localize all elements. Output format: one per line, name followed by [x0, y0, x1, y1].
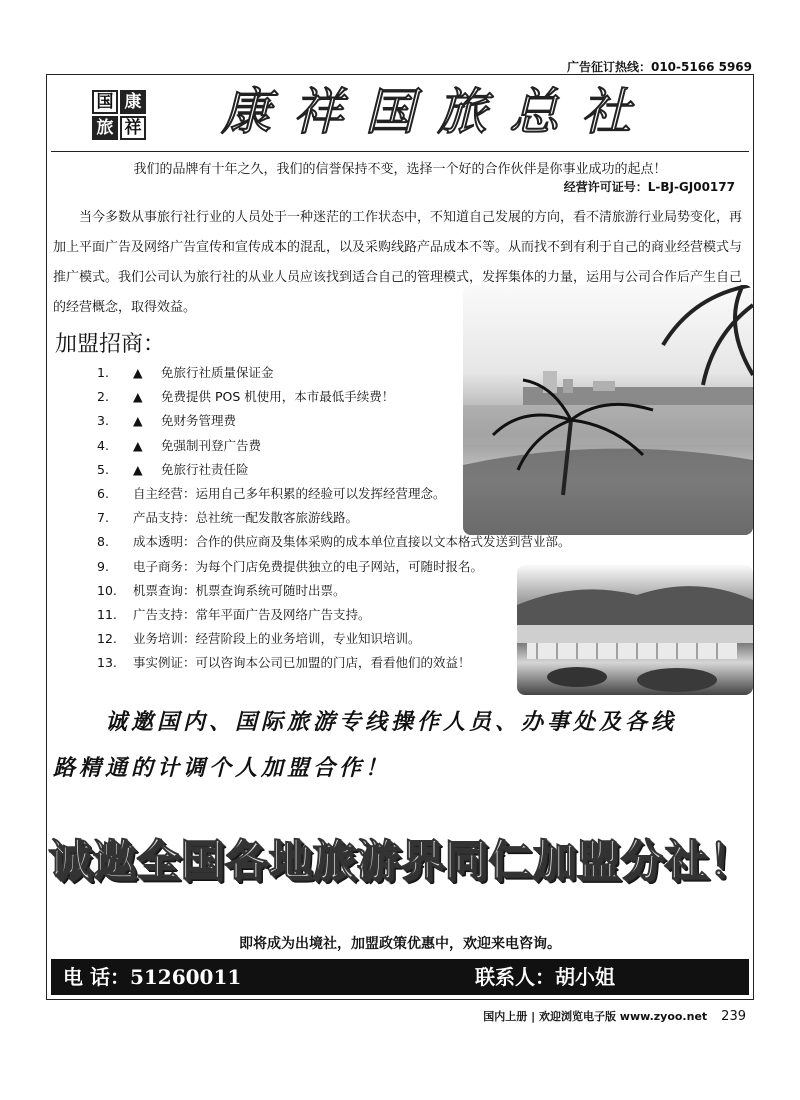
item-number: 6.	[97, 485, 109, 501]
logo-char: 祥	[120, 116, 146, 140]
logo-char: 康	[120, 90, 146, 114]
item-text: 免旅行社责任险	[161, 461, 249, 477]
item-text: 免旅行社质量保证金	[161, 365, 274, 380]
contact-bar	[51, 959, 749, 995]
footer-text: 国内上册 | 欢迎浏览电子版 www.zyoo.net	[483, 1010, 708, 1023]
logo-char: 旅	[92, 116, 118, 140]
franchise-heading: 加盟招商：	[55, 332, 166, 357]
item-number: 13.	[97, 655, 117, 671]
list-item	[97, 361, 557, 385]
item-text: 业务培训：经营阶段上的业务培训，专业知识培训。	[133, 631, 421, 647]
triangle-bullet-icon: ▲	[133, 461, 143, 477]
item-number: 5.	[97, 461, 109, 477]
list-item	[97, 482, 557, 506]
license-number: 经营许可证号：L-BJ-GJ00177	[563, 180, 735, 194]
triangle-bullet-icon: ▲	[133, 365, 143, 380]
item-text: 电子商务：为每个门店免费提供独立的电子网站，可随时报名。	[133, 558, 484, 574]
divider	[51, 151, 749, 152]
list-item	[97, 458, 557, 482]
item-text: 免费提供 POS 机使用，本市最低手续费！	[161, 389, 395, 405]
ad-hotline: 广告征订热线：010-5166 5969	[566, 60, 752, 74]
item-text: 免强制刊登广告费	[161, 437, 262, 453]
policy-notice: 即将成为出境社，加盟政策优惠中，欢迎来电咨询。	[239, 936, 561, 952]
item-text: 成本透明：合作的供应商及集体采购的成本单位直接以文本格式发送到营业部。	[133, 534, 571, 550]
logo-char: 国	[92, 90, 118, 114]
brand-title: 康祥国旅总社	[221, 83, 653, 141]
item-number: 12.	[97, 631, 117, 647]
list-item	[97, 434, 557, 458]
list-item	[97, 651, 557, 675]
item-number: 2.	[97, 389, 109, 405]
item-text: 自主经营：运用自己多年积累的经验可以发挥经营理念。	[133, 485, 446, 501]
item-number: 11.	[97, 606, 117, 622]
invitation-line-2: 路精通的计调个人加盟合作！	[53, 755, 392, 781]
triangle-bullet-icon: ▲	[133, 413, 143, 429]
triangle-bullet-icon: ▲	[133, 389, 143, 405]
item-number: 1.	[97, 365, 109, 380]
item-text: 机票查询：机票查询系统可随时出票。	[133, 582, 346, 598]
triangle-bullet-icon: ▲	[133, 437, 143, 453]
slogan: 我们的品牌有十年之久，我们的信誉保持不变，选择一个好的合作伙伴是你事业成功的起点！	[133, 162, 667, 177]
page-footer	[483, 1008, 746, 1024]
item-number: 8.	[97, 534, 109, 550]
list-item	[97, 555, 557, 579]
list-item	[97, 603, 557, 627]
list-item	[97, 385, 557, 409]
list-item	[97, 530, 571, 554]
page-number: 239	[721, 1009, 746, 1024]
item-text: 事实例证：可以咨询本公司已加盟的门店，看看他们的效益！	[133, 655, 471, 671]
item-number: 4.	[97, 437, 109, 453]
item-number: 10.	[97, 582, 117, 598]
ad-frame	[46, 74, 754, 1000]
item-number: 9.	[97, 558, 109, 574]
contact-phone: 电 话：51260011	[63, 965, 242, 989]
contact-person: 联系人：胡小姐	[475, 965, 615, 989]
item-number: 7.	[97, 510, 109, 526]
item-text: 广告支持：常年平面广告及网络广告支持。	[133, 606, 371, 622]
headline-3d: 诚邀全国各地旅游界同仁加盟分社！	[48, 836, 752, 886]
item-text: 产品支持：总社统一配发散客旅游线路。	[133, 510, 359, 526]
list-item	[97, 409, 557, 433]
list-item	[97, 579, 557, 603]
company-logo	[91, 89, 147, 141]
list-item	[97, 506, 557, 530]
invitation-line-1: 诚邀国内、国际旅游专线操作人员、办事处及各线	[105, 709, 678, 735]
list-item	[97, 627, 557, 651]
intro-paragraph: 当今多数从事旅行社行业的人员处于一种迷茫的工作状态中，不知道自己发展的方向，看不清旅游行业局势变化，再加上平面广告及网络广告宣传和宣传成本的混乱，以及采购线路产品成本不等。从而找不到有利于自己的商业经营模式与推广模式。我们公司认为旅行社的从业人员应该找到适合自己的管理模式，发挥集体的力量，运用与公司合作后产生自己的经营概念，取得效益。	[53, 210, 743, 315]
item-number: 3.	[97, 413, 109, 429]
benefits-list	[97, 361, 571, 675]
item-text: 免财务管理费	[161, 413, 237, 429]
